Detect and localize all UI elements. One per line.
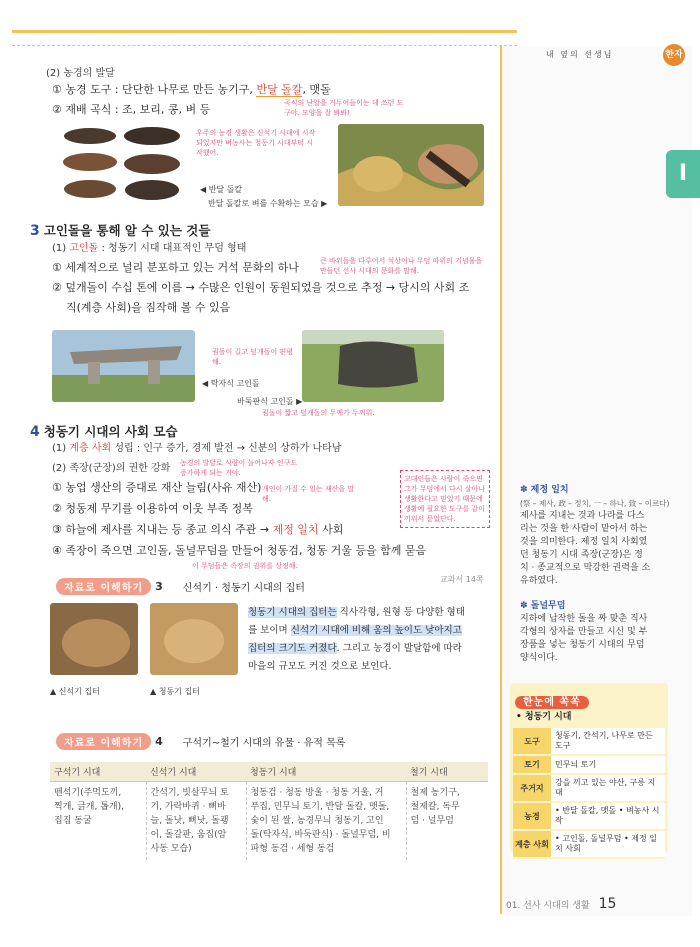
note-megalith: 큰 바위돌을 다루어서 석상이나 무덤 따위의 기념물을 만들던 선사 시대의 문화를 말해. xyxy=(320,257,483,275)
rice-harvest-image xyxy=(338,124,484,206)
bronze-site-image xyxy=(150,603,238,675)
table-dolmen-image xyxy=(52,330,195,402)
th-neolithic: 신석기 시대 xyxy=(146,762,246,782)
td-neolithic: 간석기, 빗살무늬 토 기, 가락바퀴 · 뼈바 늘, 돌낫, 뼈낫, 돌괭 이, 돌갈판, 움집(암 사동 모습) xyxy=(146,782,246,861)
sec2-line2: ② 재배 곡식 : 조, 보리, 콩, 벼 등 xyxy=(52,103,211,116)
caption-knife: ◀ 반달 돌칼 xyxy=(200,185,243,194)
th-iron: 철기 시대 xyxy=(406,762,488,782)
sec4-sub1: (1) 계층 사회 성립 : 인구 증가, 경제 발전 → 신분의 상하가 나타남 xyxy=(52,443,342,454)
note-tomb: 이 무덤들은 족장의 권위를 상징해. xyxy=(192,562,298,570)
footer-chapter: 01. 선사 시대의 생활 xyxy=(506,901,590,911)
caption-harvest: 반달 돌칼로 벼를 수확하는 모습 ▶ xyxy=(208,199,328,208)
page-number: 15 xyxy=(598,896,617,912)
term-dolneol: ✽ 돌널무덤 지하에 납작한 돌을 짜 맞춘 직사 각형의 상자를 만들고 시신 및 부 장품을 넣는 청동기 시대의 무덤 양식이다. xyxy=(520,601,648,663)
stone-knives-image xyxy=(60,124,185,206)
note-rice: 우주의 농경 생활은 신석기 시대에 시작되었지만 벼농사는 청동기 시대부터 시작했어. xyxy=(196,129,316,157)
caption-bronze-site: ▲ 청동기 집터 xyxy=(150,687,200,696)
data3-para: 청동기 시대의 집터는 직사각형, 원형 등 다양한 형태 를 보이며 신석기 시대에 비해 움의 높이도 낮아지고 집터의 크기도 커졌다. 그리고 농경이 발달함에 따라 마을의 규모도 커진 것으로 보인다. xyxy=(248,607,465,672)
note-farm: 농경의 발달로 식량이 늘어나자 인구도 증가하게 되는 거야. xyxy=(180,459,298,477)
data3-title: 신석기 · 청동기 시대의 집터 xyxy=(182,583,305,594)
sec3-line3: 직(계층 사회)을 짐작해 볼 수 있음 xyxy=(66,301,231,314)
td-iron: 철제 농기구, 철제칼, 독무 덤 · 널무덤 xyxy=(410,788,460,826)
page-footer xyxy=(506,896,616,912)
note-table: 굄돌이 길고 덮개돌이 편평해. xyxy=(212,348,294,366)
hanja-badge: 한자 xyxy=(663,44,685,66)
td-paleolithic: 뗀석기(주먹도끼, 찍개, 긁개, 톱개), 집짐 동굴 xyxy=(50,782,146,861)
side-header-text: 내 옆의 선생님 xyxy=(546,50,614,59)
data4-title: 구석기~철기 시대의 유물 · 유적 목록 xyxy=(182,738,346,749)
summary-badge: 한눈에 쏙쏙 xyxy=(515,696,589,709)
sec3-line2: ② 덮개돌이 수십 톤에 이름 → 수많은 인원이 동원되었을 것으로 추정 → 당시의 사회 조 xyxy=(52,281,470,294)
sec4-l3: ③ 하늘에 제사를 지내는 등 종교 의식 주관 → 제정 일치 사회 xyxy=(52,523,344,536)
summary-header xyxy=(515,690,589,709)
caption-table: ◀ 탁자식 고인돌 xyxy=(202,379,260,388)
sec4-l4: ④ 족장이 죽으면 고인돌, 돌널무덤을 만들어 청동검, 청동 거울 등을 함께 묻음 xyxy=(52,544,427,557)
data4-header: 자료로 이해하기 4 구석기~철기 시대의 유물 · 유적 목록 xyxy=(56,733,345,750)
caption-board: 바둑판식 고인돌 ▶ xyxy=(237,397,303,406)
caption-neolithic-site: ▲ 신석기 집터 xyxy=(50,687,100,696)
sec2-title: (2) 농경의 발달 xyxy=(46,68,115,79)
th-bronze: 청동기 시대 xyxy=(246,762,406,782)
data4-badge: 자료로 이해하기 xyxy=(56,733,151,750)
term-jejeong: ✽ 제정 일치 (祭 – 제사, 政 – 정치, 一 – 하나, 致 – 이르다) 제사를 지내는 것과 나라를 다스 리는 것을 한 사람이 맡아서 하는 것을 의미한다. 제정 일치 사회였 던 청동기 시대 족장(군장)은 정 치 · 종교적으로 막강한 권력을 소 유하였다. xyxy=(520,485,670,586)
textbook-ref: 교과서 14쪽 xyxy=(440,575,484,584)
sec3-heading: 3 고인돌을 통해 알 수 있는 것들 xyxy=(30,223,211,239)
sec4-l1: ① 농업 생산의 증대로 재산 늘림(사유 재산) xyxy=(52,481,262,494)
note-knife: 곡식의 낟알을 거두어들이는 데 쓰던 도구야. 모양을 잘 봐봐! xyxy=(284,99,404,117)
sec4-sub2: (2) 족장(군장)의 권한 강화 xyxy=(52,463,171,474)
summary-table: 도구 청동기, 간석기, 나무로 만든 도구 토기 민무늬 토기 주거지 강을 끼고 있는 야산, 구릉 지대 농경 • 반달 돌칼, 맷돌 • 벼농사 시작 계층 사회 • 고인돌, 돌널무덤 • 제정 일치 사회 xyxy=(513,728,665,859)
sec2-line1: ① 농경 도구 : 단단한 나무로 만든 농기구, 반달 돌칼, 맷돌 xyxy=(52,83,331,96)
chapter-tab[interactable]: I xyxy=(666,150,700,198)
note-board: 굄돌이 짧고 덮개돌의 두께가 두꺼워. xyxy=(262,409,375,417)
note-ancient: 고대인들은 사람이 죽으면 그가 무덤에서 다시 살아나 생활한다고 믿었기 때문에 생활에 필요한 도구를 같이 끼워서 묻었단다. xyxy=(400,470,490,528)
data3-header: 자료로 이해하기 3 신석기 · 청동기 시대의 집터 xyxy=(56,578,305,595)
sec4-l2: ② 청동제 무기를 이용하여 이웃 부족 정복 xyxy=(52,502,253,515)
th-paleolithic: 구석기 시대 xyxy=(50,762,146,782)
data3-badge: 자료로 이해하기 xyxy=(56,578,151,595)
sec3-sub1: (1) 고인돌 : 청동기 시대 대표적인 무덤 형태 xyxy=(52,243,247,254)
top-border xyxy=(12,30,517,46)
sec3-line1: ① 세계적으로 널리 분포하고 있는 거석 문화의 하나 xyxy=(52,261,299,274)
note-private: 개인이 가질 수 있는 재산을 말해. xyxy=(262,485,355,503)
sec4-heading: 4 청동기 시대의 사회 모습 xyxy=(30,424,178,440)
artifacts-table xyxy=(50,762,488,860)
summary-sub: • 청동기 시대 xyxy=(516,712,572,722)
board-dolmen-image xyxy=(302,330,444,402)
neolithic-site-image xyxy=(50,603,138,675)
td-bronze: 청동검 · 청동 방울 · 청동 거울, 거 푸집, 민무늬 토기, 반달 돌칼, 맷돌, 숯이 된 쌀, 농경무늬 청동기, 고인 돌(탁자식, 바둑판식) · 돌널무덤, 비 파형 동검 · 세형 동검 xyxy=(246,782,406,861)
